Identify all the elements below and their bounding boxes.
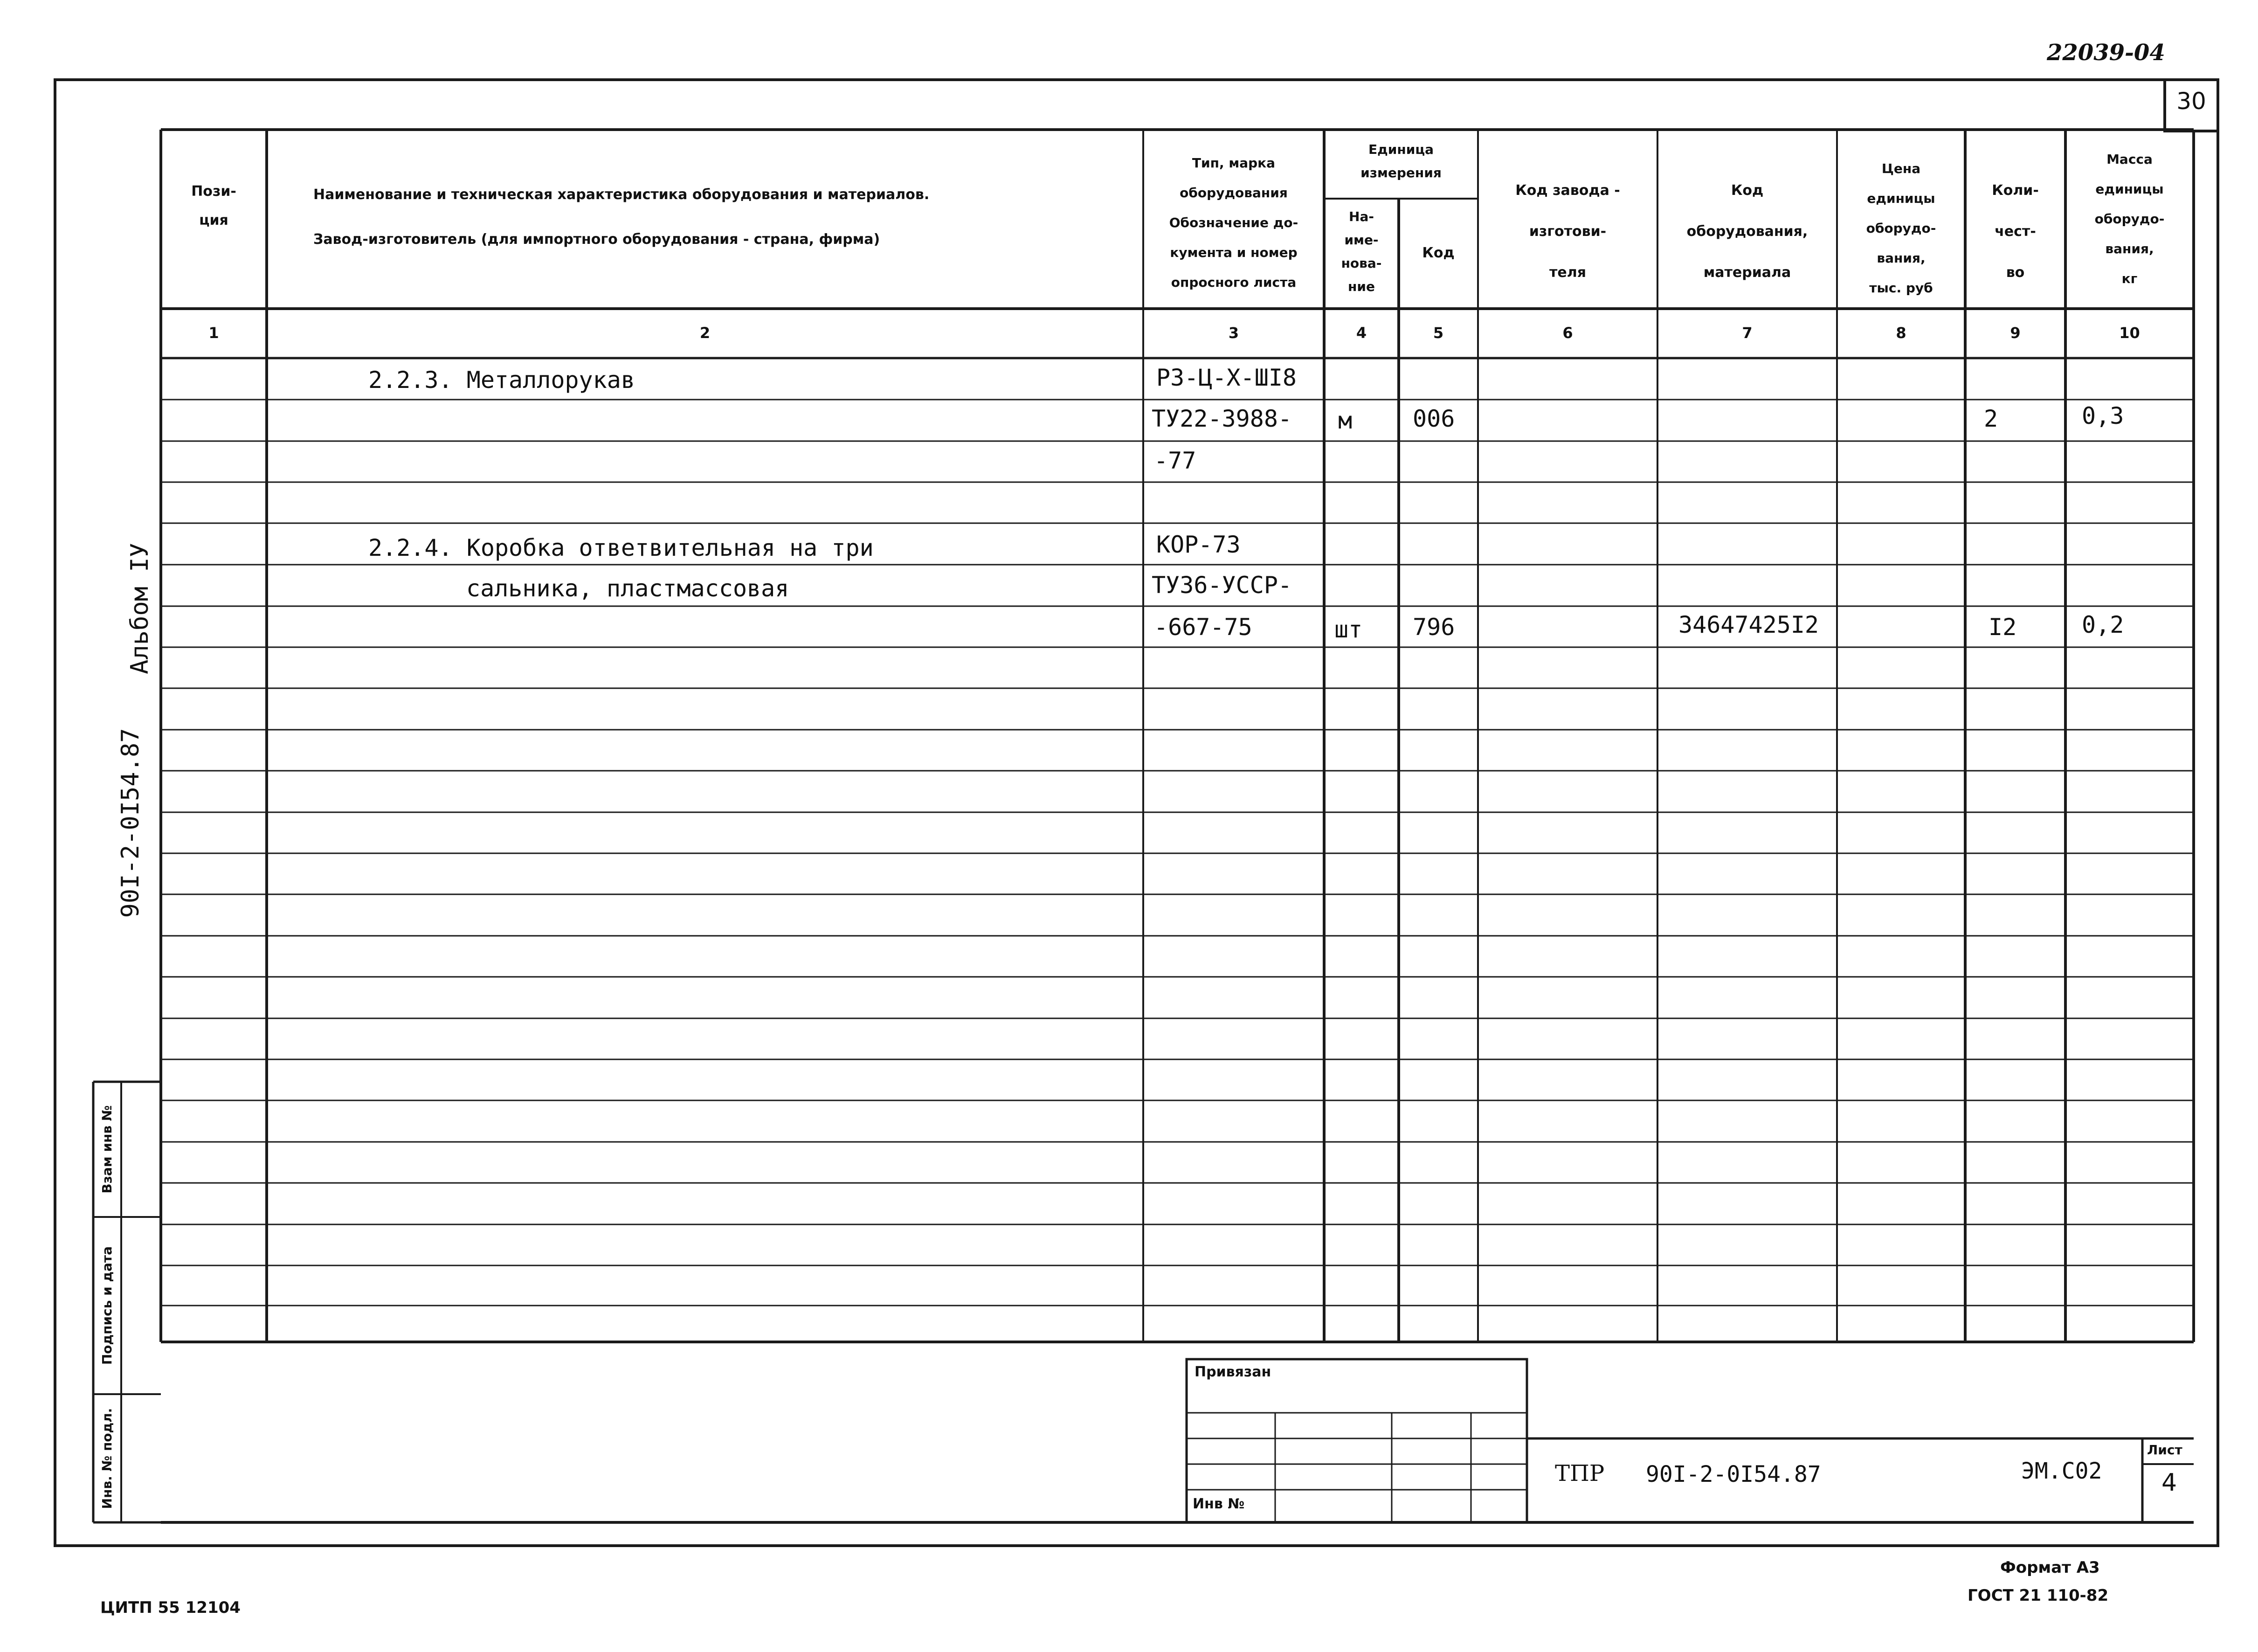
- list-label: Лист: [2147, 1442, 2182, 1458]
- stamp-inv-podl: Инв. № подл.: [99, 1408, 115, 1509]
- header-col7: Код оборудования, материала: [1686, 182, 1808, 281]
- column-number: 8: [1896, 324, 1906, 342]
- header-col5: Код: [1422, 245, 1455, 261]
- sheet-number: 30: [2176, 88, 2206, 115]
- column-number: 10: [2119, 324, 2140, 342]
- header-col4: На- име- нова- ние: [1341, 209, 1382, 294]
- row-name: сальника, пластмассовая: [466, 575, 789, 602]
- row-qty: I2: [1989, 614, 2017, 641]
- column-number: 1: [208, 324, 219, 342]
- row-code: 796: [1413, 614, 1455, 641]
- header-col6: Код завода - изготови- теля: [1515, 182, 1620, 281]
- row-type: ТУ36-УССР-: [1152, 572, 1292, 599]
- row-unit: шт: [1334, 616, 1363, 643]
- header-col1: Пози- ция: [191, 183, 236, 228]
- album-label: Альбом IУ: [126, 543, 154, 674]
- privyazan-label: Привязан: [1195, 1364, 1271, 1380]
- row-qty: 2: [1984, 405, 1998, 432]
- column-number: 5: [1433, 324, 1444, 342]
- column-number: 2: [699, 324, 711, 342]
- header-col2: Наименование и техническая характеристика оборудования и материалов. Завод-изготовитель (для импортного оборудования - страна, фирма): [313, 187, 930, 248]
- column-number: 6: [1562, 324, 1573, 342]
- footer-left-code: ЦИТП 55 12104: [100, 1598, 241, 1617]
- row-mass: 0,2: [2082, 611, 2124, 638]
- row-type: -77: [1154, 447, 1196, 474]
- row-type: КОР-73: [1156, 531, 1241, 558]
- gost-label: ГОСТ 21 110-82: [1968, 1586, 2109, 1605]
- column-number: 4: [1356, 324, 1367, 342]
- format-label: Формат А3: [2000, 1558, 2100, 1577]
- row-code: 006: [1413, 405, 1455, 432]
- inv-no-label: Инв №: [1193, 1496, 1245, 1512]
- stamp-inv-vzam: Взам инв №: [99, 1105, 115, 1194]
- title-doc-code: ЭМ.С02: [2021, 1458, 2102, 1484]
- row-unit: м: [1338, 407, 1353, 434]
- row-mass: 0,3: [2082, 402, 2124, 429]
- header-unit-group: Единица измерения: [1360, 142, 1442, 180]
- handwritten-doc-number: 22039-04: [2047, 40, 2165, 66]
- row-type: -667-75: [1154, 614, 1252, 641]
- row-name: 2.2.3. Металлорукав: [368, 366, 635, 394]
- row-type: ТУ22-3988-: [1152, 405, 1292, 432]
- header-col8: Цена единицы оборудо- вания, тыс. руб: [1866, 161, 1936, 296]
- list-value: 4: [2161, 1469, 2177, 1497]
- side-project-code: 90I-2-0I54.87: [117, 728, 145, 918]
- column-number: 7: [1742, 324, 1753, 342]
- column-number: 3: [1228, 324, 1239, 342]
- row-type: РЗ-Ц-Х-ШI8: [1156, 364, 1297, 391]
- row-name: 2.2.4. Коробка ответвительная на три: [368, 534, 874, 561]
- tpr-label: ТПР: [1555, 1460, 1605, 1486]
- header-col9: Коли- чест- во: [1992, 182, 2039, 281]
- header-col10: Масса единицы оборудо- вания, кг: [2094, 152, 2165, 286]
- stamp-podpis: Подпись и дата: [99, 1246, 115, 1365]
- column-number: 9: [2010, 324, 2021, 342]
- row-equipment-code: 34647425I2: [1678, 611, 1819, 638]
- title-project-code: 90I-2-0I54.87: [1646, 1461, 1821, 1487]
- header-col3: Тип, марка оборудования Обозначение до- кумента и номер опросного листа: [1169, 155, 1298, 290]
